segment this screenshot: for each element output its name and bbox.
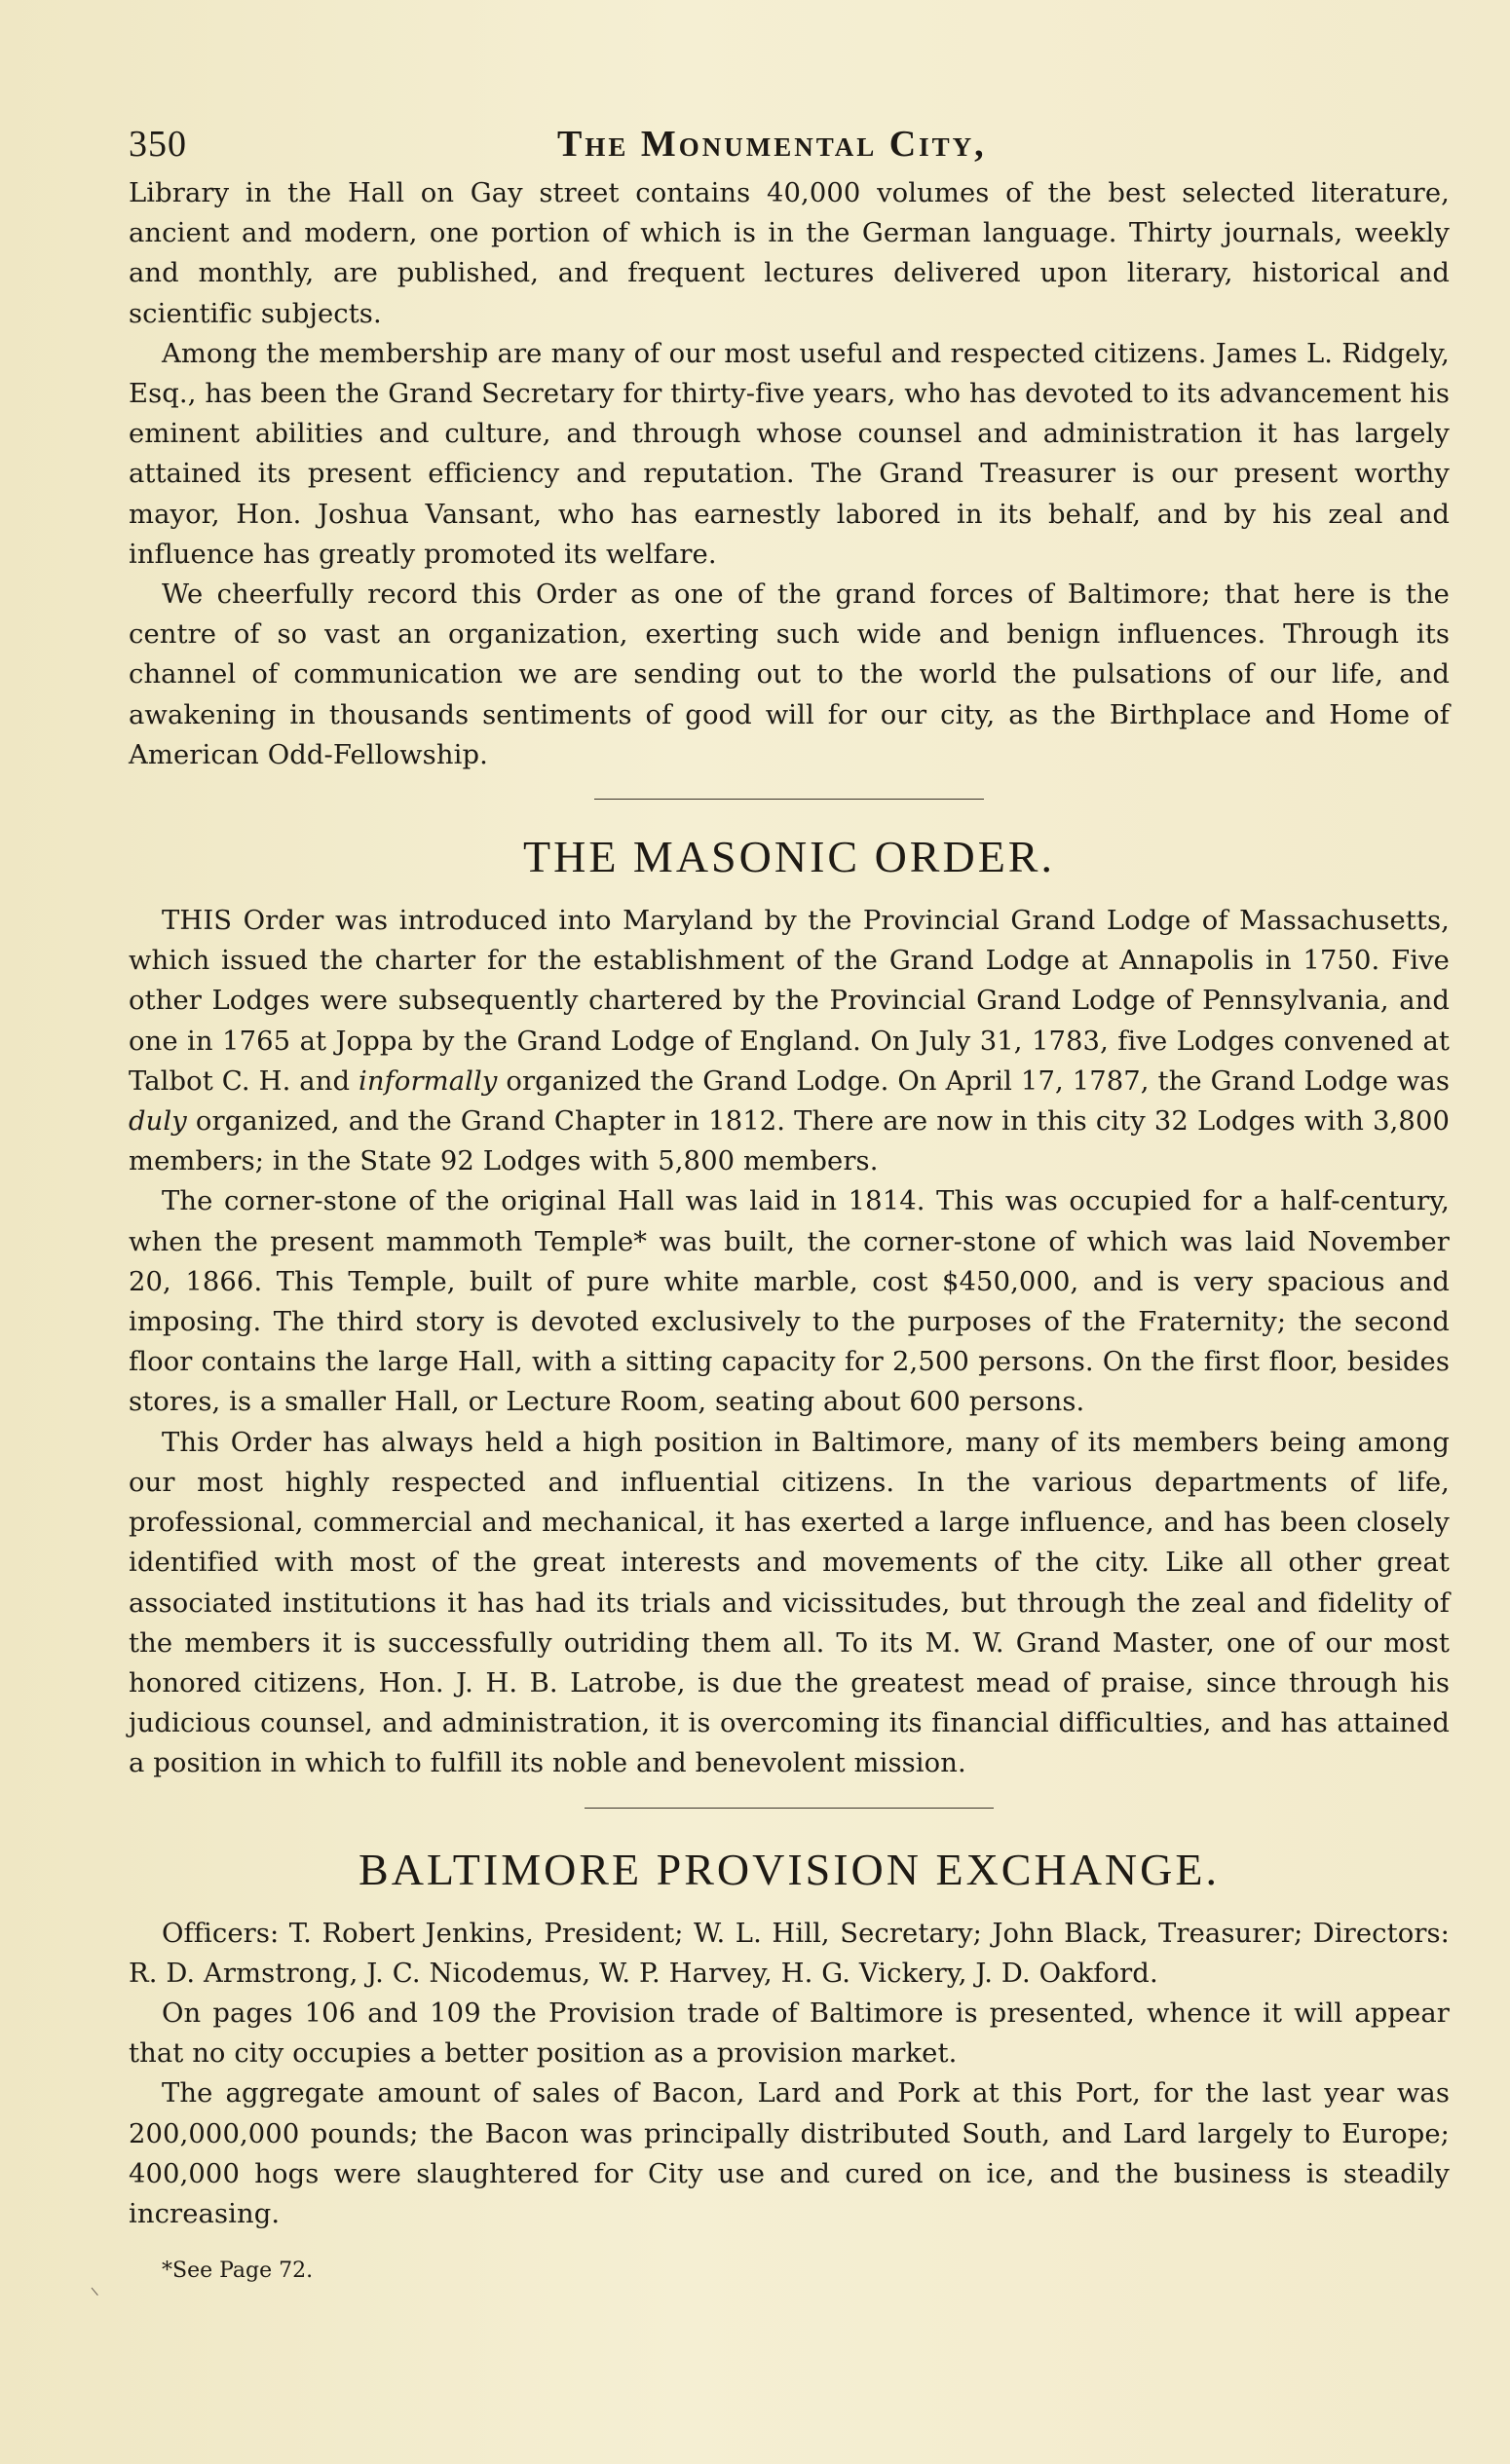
footnote (129, 2258, 1450, 2285)
footnote-mark: * (162, 2259, 172, 2284)
odd-fellows-paragraph-2: Among the membership are many of our most useful and respected citizens. James L. Ridgely, Esq., has been the Grand Secretary for thirty-five years, who has devoted to its advancement his eminent abilities and culture, and through whose counsel and administration it has largely attained its present efficiency and reputation. The Grand Treasurer is our present worthy mayor, Hon. Joshua Vansant, who has earnestly labored in its behalf, and by his zeal and influence has greatly promoted its welfare. (129, 338, 1450, 570)
running-head (129, 115, 1450, 173)
masonic-p1-text-c: organized, and the Grand Chapter in 1812. There are now in this city 32 Lodges with 3,800 members; in the State 92 Lodges with 5,800 members. (129, 1106, 1450, 1177)
provision-paragraph-3: The aggregate amount of sales of Bacon, Lard and Pork at this Port, for the last year was 200,000,000 pounds; the Bacon was principally distributed South, and Lard largely to Europe; 400,000 hogs were slaughtered for City use and cured on ice, and the business is steadily increasing. (129, 2078, 1450, 2229)
page-number: 350 (129, 124, 187, 165)
book-page (129, 115, 1450, 2285)
section-divider-rule (585, 1808, 994, 1809)
odd-fellows-paragraph-1: Library in the Hall on Gay street contains 40,000 volumes of the best selected literature, ancient and modern, one portion of which is in the German language. Thirty journals, weekly and monthly, are published, and frequent lectures delivered upon literary, historical and scientific subjects. (129, 178, 1450, 329)
margin-mark (92, 2284, 103, 2296)
odd-fellows-continued-section (129, 173, 1450, 775)
provision-paragraph-2: On pages 106 and 109 the Provision trade of Baltimore is presented, whence it will appear that no city occupies a better position as a provision market. (129, 1997, 1450, 2070)
masonic-paragraph-1 (129, 901, 1450, 1181)
provision-officers-paragraph: Officers: T. Robert Jenkins, President; W. L. Hill, Secretary; John Black, Treasurer; Directors: R. D. Armstrong, J. C. Nicodemus, W. P. Harvey, H. G. Vickery, J. D. Oakford. (129, 1918, 1450, 1989)
masonic-p1-duly: duly (129, 1106, 187, 1138)
masonic-paragraph-2: The corner-stone of the original Hall was laid in 1814. This was occupied for a half-century, when the present mammoth Temple* was built, the corner-stone of which was laid November 20, 1866. This Temple, built of pure white marble, cost $450,000, and is very spacious and imposing. The third story is devoted exclusively to the purposes of the Fraternity; the second floor contains the large Hall, with a sitting capacity for 2,500 persons. On the first floor, besides stores, is a smaller Hall, or Lecture Room, seating about 600 persons. (129, 1186, 1450, 1418)
provision-exchange-section (129, 1914, 1450, 2235)
masonic-order-section (129, 901, 1450, 1783)
provision-exchange-heading: BALTIMORE PROVISION EXCHANGE. (359, 1844, 1220, 1894)
section-divider-rule (594, 799, 984, 800)
footnote-text: See Page 72. (172, 2259, 314, 2284)
masonic-p1-informally: informally (359, 1065, 498, 1097)
masonic-paragraph-3: This Order has always held a high position in Baltimore, many of its members being among our most highly respected and influential citizens. In the various departments of life, professional, commercial and mechanical, it has exerted a large influence, and has been closely identified with most of the great interests and movements of the city. Like all other great associated institutions it has had its trials and vicissitudes, but through the zeal and fidelity of the members it is successfully outriding them all. To its M. W. Grand Master, one of our most honored citizens, Hon. J. H. B. Latrobe, is due the greatest mead of praise, since through his judicious counsel, and administration, it is overcoming its financial difficulties, and has attained a position in which to fulfill its noble and benevolent mission. (129, 1427, 1450, 1779)
running-title: The Monumental City, (557, 124, 987, 165)
masonic-p1-text-b: organized the Grand Lodge. On April 17, 1787, the Grand Lodge was (497, 1065, 1451, 1097)
masonic-p1-text-a: THIS Order was introduced into Maryland by the Provincial Grand Lodge of Massachusetts, which issued the charter for the establishment of the Grand Lodge at Annapolis in 1750. Five other Lodges were subsequently chartered by the Provincial Grand Lodge of Pennsylvania, and one in 1765 at Joppa by the Grand Lodge of England. On July 31, 1783, five Lodges convened at Talbot C. H. and (129, 906, 1450, 1097)
odd-fellows-paragraph-3: We cheerfully record this Order as one of the grand forces of Baltimore; that here is the centre of so vast an organization, exerting such wide and benign influences. Through its channel of communication we are sending out to the world the pulsations of our life, and awakening in thousands sentiments of good will for our city, as the Birthplace and Home of American Odd-Fellowship. (129, 579, 1450, 770)
masonic-order-heading: THE MASONIC ORDER. (523, 832, 1055, 882)
